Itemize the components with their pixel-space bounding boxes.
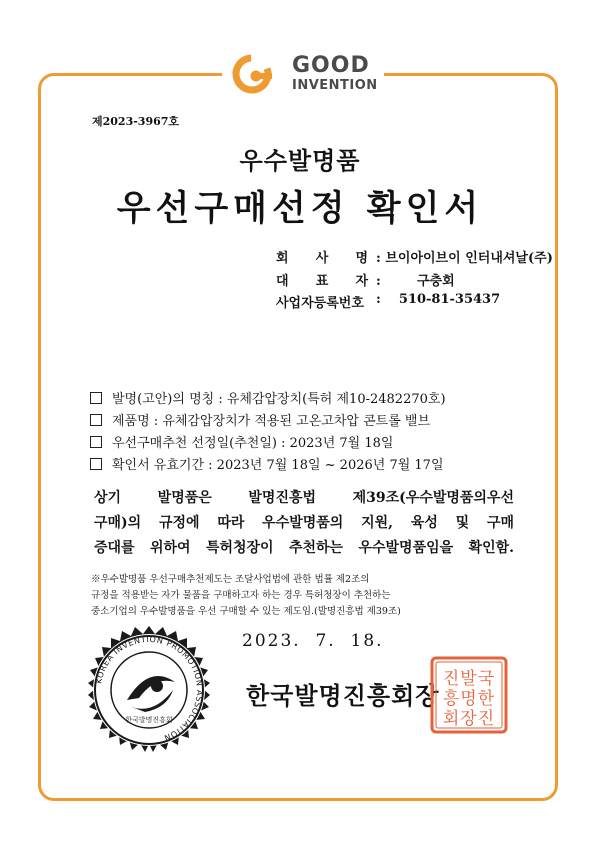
confirmation-line: 상기 발명품은 발명진흥법 제39조(우수발명품의우선: [94, 490, 514, 506]
list-item: [90, 410, 430, 429]
logo-text-good: GOOD: [292, 53, 370, 78]
company-name-value: : 브이아이브이 인터내셔날(주): [376, 251, 553, 266]
official-stamp-icon: [430, 656, 508, 734]
list-item: [90, 454, 444, 473]
stamp-row: 진발국: [442, 669, 496, 689]
good-invention-logo-icon: [230, 51, 280, 97]
checkbox-icon: [90, 392, 102, 404]
seal-outer-text: KOREA INVENTION PROMOTION ASSOCIATION: [94, 634, 205, 743]
stamp-row: 흥명한: [442, 689, 496, 709]
list-item: [90, 432, 393, 451]
item-text: 발명(고안)의 명칭 : 유체감압장치(특허 제10-2482270호): [112, 392, 446, 407]
representative-value: : 구충회: [376, 274, 455, 289]
association-seal-icon: [83, 624, 215, 756]
document-title: 우선구매선정 확인서: [116, 188, 484, 229]
item-text: 우선구매추천 선정일(추천일) : 2023년 7월 18일: [112, 436, 394, 451]
seal-inner-text: 한국발명진흥회: [125, 716, 173, 724]
checkbox-icon: [90, 414, 102, 426]
footnote-line: 규정을 적용받는 자가 물품을 구매하고자 하는 경우 특허청장이 추천하는: [91, 590, 391, 601]
confirmation-line: 증대를 위하여 특허청장이 추천하는 우수발명품임을 확인함.: [94, 540, 514, 556]
business-number-value: : 510-81-35437: [376, 292, 501, 307]
item-text: 제품명 : 유체감압장치가 적용된 고온고차압 콘트롤 밸브: [112, 414, 431, 429]
representative-label: 대 표 자: [276, 274, 368, 289]
document-subtitle: 우수발명품: [239, 146, 361, 175]
confirmation-line: 구매)의 규정에 따라 우수발명품의 지원, 육성 및 구매: [94, 515, 514, 531]
issuer-name: 한국발명진흥회장: [246, 681, 440, 710]
logo-text-invention: INVENTION: [292, 78, 378, 93]
footnote-line: 중소기업의 우수발명품을 우선 구매할 수 있는 제도임.(발명진흥법 제39조): [91, 606, 401, 617]
checkbox-icon: [90, 458, 102, 470]
issue-date: 2023. 7. 18.: [242, 631, 384, 651]
footnote: [91, 572, 515, 620]
document-number: 제2023-3967호: [92, 115, 180, 128]
item-text: 확인서 유효기간 : 2023년 7월 18일 ~ 2026년 7월 17일: [112, 458, 444, 473]
company-name-label: 회 사 명: [276, 251, 368, 266]
list-item: [90, 388, 446, 407]
stamp-row: 회장진: [442, 709, 496, 729]
footnote-line: ※우수발명품 우선구매추천제도는 조달사업법에 관한 법률 제2조의: [91, 574, 370, 585]
confirmation-paragraph: [94, 486, 514, 561]
checkbox-icon: [90, 436, 102, 448]
business-number-label: 사업자등록번호: [276, 296, 364, 311]
